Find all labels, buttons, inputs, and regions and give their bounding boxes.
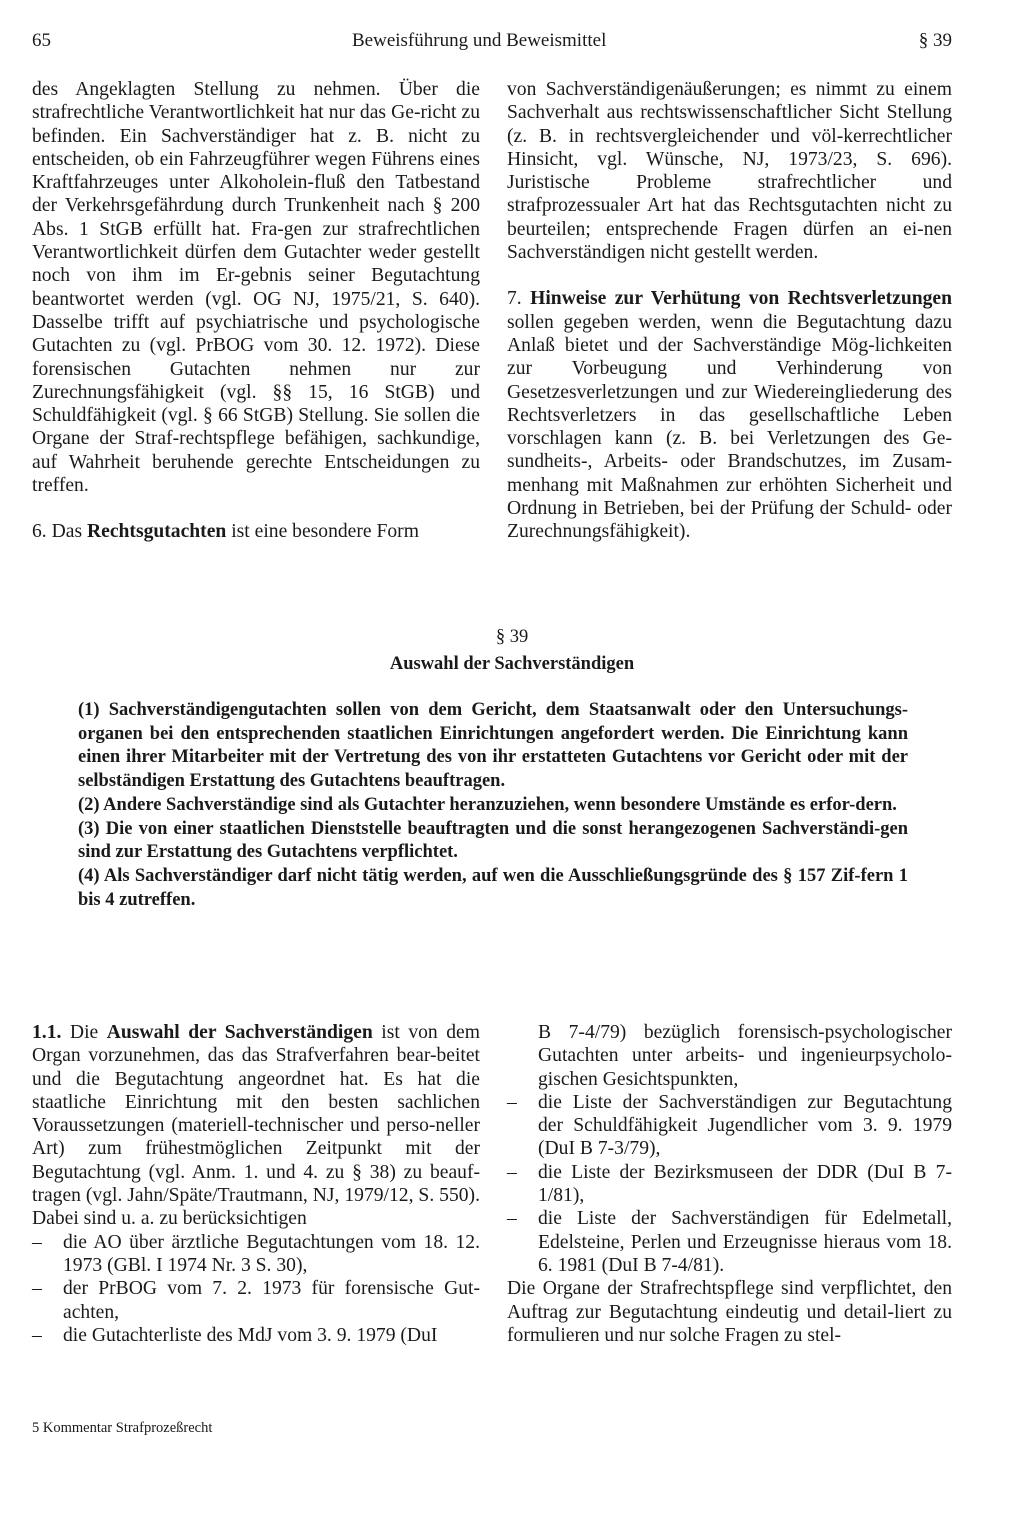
running-title: Beweisführung und Beweismittel [352,30,607,51]
paragraph-number: 7. [507,288,522,310]
section-title: Auswahl der Sachverständigen [389,654,635,674]
paragraph-7-prevention-notes: 7. Hinweise zur Verhütung von Rechtsverletzungen sollen gegeben werden, wenn die Begutachtung dazu Anlaß bietet und der Sachverständige Mög-lichkeiten zur Vorbeugung und Verhinderung von Gesetzesverletzungen und zur Wiedereingliederung des Rechtsverletzers in das gesellschaftliche Leben vorschlagen kann (z. B. bei Verletzungen des Ge-sundheits-, Arbeits- oder Brandschutzes, im Zusam-menhang mit Maßnahmen zur erhöhten Sicherheit und Ordnung in Betrieben, bei der Prüfung der Schuld- oder Zurechnungsfähigkeit). [507,288,953,543]
list-item: – der PrBOG vom 7. 2. 1973 für forensische Gut-achten, [32,1278,480,1323]
footnote: 5 Kommentar Strafprozeßrecht [32,1420,213,1436]
section-number: § 39 [495,627,529,647]
list-item: – die Liste der Sachverständigen zur Begutachtung der Schuldfähigkeit Jugendlicher vom 3. 9. 1979 (DuI B 7-3/79), [507,1091,952,1160]
paragraph-commission-duties: Die Organe der Strafrechtspflege sind verpflichtet, den Auftrag zur Begutachtung eindeutig und detail-liert zu formulieren und nur solche Fragen zu stel- [507,1278,952,1346]
paragraph-6-legal-opinion: 6. Das Rechtsgutachten ist eine besondere Form [32,521,419,543]
list-item-continued: B 7-4/79) bezüglich forensisch-psychologischer Gutachten unter arbeits- und ingenieurpsycholo-gischen Gesichtspunkten, [538,1022,952,1090]
term-prevention-notes: Hinweise zur Verhütung von Rechtsverletzungen [530,288,953,310]
section-heading [0,624,1024,678]
statute-paragraph-3: (3) Die von einer staatlichen Dienststelle beauftragten und die sonst herangezogenen Sachverständi-gen sind zur Erstattung des Gutachtens verpflichtet. [78,818,908,863]
statute-paragraph-4: (4) Als Sachverständiger darf nicht tätig werden, auf wen die Ausschließungsgründe des § 157 Zif-fern 1 bis 4 zutreffen. [78,865,908,910]
paragraph-number: 6. Das [32,521,83,543]
statute-paragraph-1: (1) Sachverständigengutachten sollen von dem Gericht, dem Staatsanwalt oder den Untersuchungs-organen bei den entsprechenden staatlichen Einrichtungen angefordert werden. Die Einrichtung kann einen ihrer Mitarbeiter mit der Vertretung des von ihr erstatteten Gutachtens vor Gericht oder mit der selbständigen Erstattung des Gutachtens beauftragen. [78,700,908,792]
left-column-top [32,78,480,544]
list-item: – die AO über ärztliche Begutachtungen vom 18. 12. 1973 (GBl. I 1974 Nr. 3 S. 30), [32,1231,480,1276]
section-mark: § 39 [918,30,952,51]
right-column-bottom [507,1021,952,1347]
left-column-bottom [32,1021,480,1347]
statute-text [78,699,908,912]
page-number: 65 [32,30,51,51]
list-item: – die Gutachterliste des MdJ vom 3. 9. 1979 (DuI [32,1324,438,1346]
page-header [32,30,952,56]
annotation-1-1: 1.1. Die Auswahl der Sachverständigen ist von dem Organ vorzunehmen, das das Strafverfahren bear-beitet und die Begutachtung angeordnet hat. Es hat die staatliche Einrichtung mit den besten sachlichen Voraussetzungen (materiell-technischer und perso-neller Art) zum frühestmöglichen Zeitpunkt mit der Begutachtung (vgl. Anm. 1. und 4. zu § 38) zu beauf-tragen (vgl. Jahn/Späte/Trautmann, NJ, 1979/12, S. 550). Dabei sind u. a. zu berücksichtigen [32,1022,480,1230]
paragraph-criminal-responsibility: des Angeklagten Stellung zu nehmen. Über die strafrechtliche Verantwortlichkeit hat nur das Ge-richt zu befinden. Ein Sachverständiger hat z. B. nicht zu entscheiden, ob ein Fahrzeugführer wegen Führens eines Kraftfahrzeuges unter Alkoholein-fluß den Tatbestand der Verkehrsgefährdung durch Trunkenheit nach § 200 Abs. 1 StGB erfüllt hat. Fra-gen zur strafrechtlichen Verantwortlichkeit dürfen dem Gutachter weder gestellt noch von ihm im Er-gebnis seiner Begutachtung beantwortet werden (vgl. OG NJ, 1975/21, S. 640). Dasselbe trifft auf psychiatrische und psychologische Gutachten zu (vgl. PrBOG vom 30. 12. 1972). Diese forensischen Gutachten nehmen nur zur Zurechnungsfähigkeit (vgl. §§ 15, 16 StGB) und Schuldfähigkeit (vgl. § 66 StGB) Stellung. Sie sollen die Organe der Straf-rechtspflege befähigen, sachkundige, auf Wahrheit beruhende gerechte Entscheidungen zu treffen. [32,79,480,497]
term-rechtsgutachten: Rechtsgutachten [86,521,227,543]
right-column-top [507,78,952,544]
list-item: – die Liste der Sachverständigen für Edelmetall, Edelsteine, Perlen und Erzeugnisse hieraus vom 18. 6. 1981 (DuI B 7-4/81). [507,1208,952,1276]
paragraph-legal-opinion-continued: von Sachverständigenäußerungen; es nimmt zu einem Sachverhalt aus rechtswissenschaftlicher Sicht Stellung (z. B. in rechtsvergleichender und völ-kerrechtlicher Hinsicht, vgl. Wünsche, NJ, 1973/23, S. 696). Juristische Probleme strafrechtlicher und strafprozessualer Art hat das Rechtsgutachten nicht zu beurteilen; entsprechende Fragen dürfen an ei-nen Sachverständigen nicht gestellt werden. [507,79,952,264]
term-auswahl: Auswahl der Sachverständigen [106,1022,373,1043]
list-item: – die Liste der Bezirksmuseen der DDR (DuI B 7-1/81), [507,1161,952,1207]
annotation-number: 1.1. [32,1022,62,1043]
statute-paragraph-2: (2) Andere Sachverständige sind als Gutachter heranzuziehen, wenn besondere Umstände es erfor-dern. [78,794,897,815]
